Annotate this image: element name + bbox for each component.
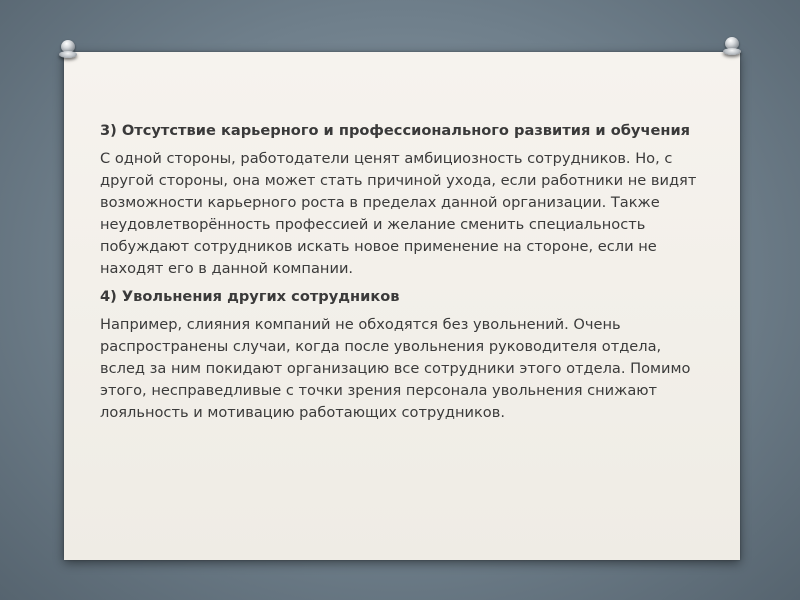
section-heading-3: 3) Отсутствие карьерного и профессионального развития и обучения — [100, 122, 691, 139]
section-heading-4: 4) Увольнения других сотрудников — [100, 288, 400, 305]
slide-text — [100, 120, 700, 430]
section-paragraph-4: Например, слияния компаний не обходятся без увольнений. Очень распространены случаи, когда после увольнения руководителя отдела, вслед за ним покидают организацию все сотрудники этого отдела. Помимо этого, несправедливые с точки зрения персонала увольнения снижают лояльность и мотивацию работающих сотрудников. — [100, 316, 691, 421]
section-paragraph-3: С одной стороны, работодатели ценят амбициозность сотрудников. Но, с другой стороны, она может стать причиной ухода, если работники не видят возможности карьерного роста в пределах данной организации. Также неудовлетворённость профессией и желание сменить специальность побуждают сотрудников искать новое применение на стороне, если не находят его в данной компании. — [100, 150, 697, 277]
pushpin-icon — [723, 37, 741, 57]
pushpin-icon — [59, 40, 77, 60]
